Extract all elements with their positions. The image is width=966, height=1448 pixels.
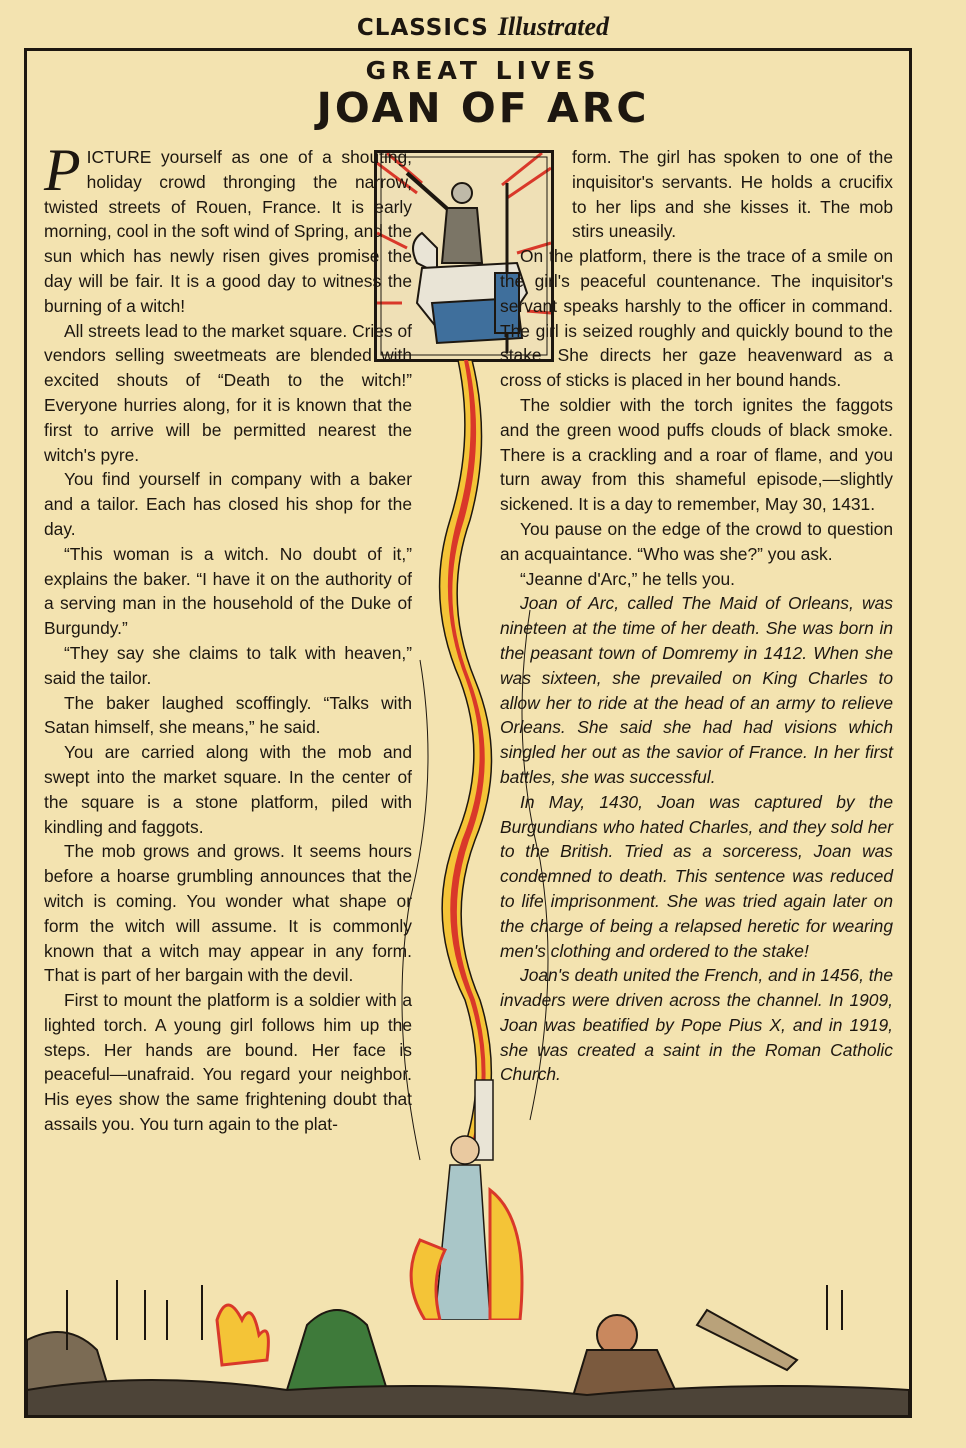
right-paragraph-3: The soldier with the torch ignites the faggots and the green wood puffs clouds of black smoke. There is a crackling and a roar of flame, and you turn away from this shameful episode,—slightly sickened. It is a day to remember, May 30, 1431. [500, 394, 893, 515]
left-paragraph-6: The baker laughed scoffingly. “Talks with Satan himself, she means,” he said. [44, 692, 412, 738]
right-paragraph-8: Joan's death united the French, and in 1456, the invaders were driven across the channel. In 1909, Joan was beatified by Pope Pius X, and in 1919, she was created a saint in the Roman Catholic Church. [500, 965, 893, 1085]
left-paragraph-4: “This woman is a witch. No doubt of it,” explains the baker. “I have it on the authority of a serving man in the household of the Duke of Burgundy.” [44, 543, 412, 639]
right-paragraph-7: In May, 1430, Joan was captured by the Burgundians who hated Charles, and they sold her to the British. Tried as a sorceress, Joan was condemned to death. This sentence was reduced to life imprisonment. She was tried again later on the charge of being a relapsed heretic for wearing men's clothing and ordered to the stake! [500, 791, 893, 961]
left-paragraph-2: All streets lead to the market square. Cries of vendors selling sweetmeats are blended with excited shouts of “Death to the witch!” Everyone hurries along, for it is known that the first to arrive will be permitted nearest the witch's pyre. [44, 320, 412, 465]
right-paragraph-2: On the platform, there is the trace of a smile on the girl's peaceful countenance. The inquisitor's servant speaks harshly to the officer in command. The girl is seized roughly and quickly bound to the stake. She directs her gaze heavenward as a cross of sticks is placed in her bound hands. [500, 246, 893, 391]
left-paragraph-1-text: ICTURE yourself as one of a shouting, holiday crowd thronging the narrow, twisted streets of Rouen, France. It is early morning, cool in the soft wind of Spring, and the sun which has newly risen gives promise the day will be fair. It is a good day to witness the burning of a witch! [44, 147, 412, 316]
page-title: JOAN OF ARC [316, 84, 650, 132]
faggot-bundle-icon [697, 1310, 797, 1370]
left-text-column [44, 137, 412, 1137]
left-paragraph-8: The mob grows and grows. It seems hours before a hoarse grumbling announces that the witch is coming. You wonder what shape or form the witch will assume. It is commonly known that a witch may appear in any form. That is part of her bargain with the devil. [44, 841, 412, 986]
masthead-brand: CLASSICS [356, 15, 489, 41]
drop-cap: P [44, 137, 81, 203]
right-paragraph-5: “Jeanne d'Arc,” he tells you. [520, 568, 736, 589]
right-paragraph-4: You pause on the edge of the crowd to question an acquaintance. “Who was she?” you ask. [500, 518, 893, 564]
left-paragraph-3: You find yourself in company with a baker and a tailor. Each has closed his shop for the day. [44, 469, 412, 539]
section-kicker: GREAT LIVES [365, 56, 601, 85]
masthead [0, 12, 966, 42]
flame-ribbon-red [448, 360, 486, 1160]
right-text-column [500, 145, 893, 1087]
left-paragraph-7: You are carried along with the mob and swept into the market square. In the center of the square is a stone platform, piled with kindling and faggots. [44, 742, 412, 837]
right-paragraph-6: Joan of Arc, called The Maid of Orleans, was nineteen at the time of her death. She was born in the peasant town of Domremy in 1412. When she was sixteen, she prevailed on King Charles to allow her to ride at the head of an army to relieve Orleans. She said she had had visions which singled her out as the savior of France. In her first battles, she was successful. [500, 593, 893, 787]
left-paragraph-9: First to mount the platform is a soldier with a lighted torch. A young girl follows him up the steps. Her hands are bound. Her face is peaceful—unafraid. You regard your neighbor. His eyes show the same frightening doubt that assails you. You turn again to the plat- [44, 990, 412, 1135]
left-paragraph-5: “They say she claims to talk with heaven,” said the tailor. [44, 642, 412, 688]
masthead-script: Illustrated [497, 12, 610, 41]
fire-icon [217, 1305, 268, 1365]
crowd-illustration [27, 1280, 909, 1416]
joan-head-icon [451, 1136, 479, 1164]
right-paragraph-1: form. The girl has spoken to one of the inquisitor's servants. He holds a crucifix to her lips and she kisses it. The mob stirs uneasily. [572, 147, 893, 242]
left-paragraph-1 [44, 137, 412, 319]
